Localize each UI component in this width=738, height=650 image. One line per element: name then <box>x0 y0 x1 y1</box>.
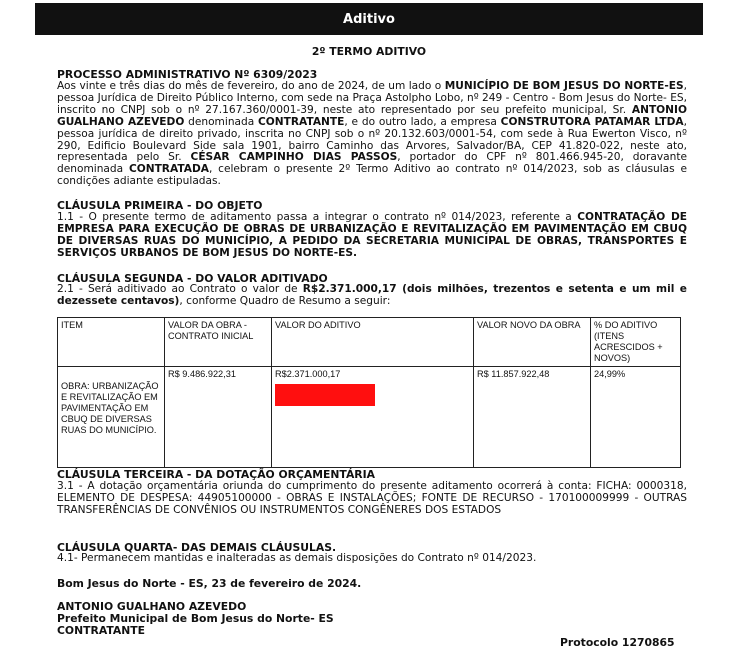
process-title: PROCESSO ADMINISTRATIVO Nº 6309/2023 <box>57 68 318 81</box>
table-row <box>58 367 681 468</box>
summary-table <box>57 317 681 468</box>
table-header-cell: VALOR NOVO DA OBRA <box>474 318 591 367</box>
header-title: Aditivo <box>343 11 395 27</box>
clause-1-intro: 1.1 - O presente termo de aditamento passa a integrar o contrato nº 014/2023, referente a <box>57 211 578 223</box>
document-subtitle: 2º TERMO ADITIVO <box>311 45 427 58</box>
table-header-cell: ITEM <box>58 318 165 367</box>
table-header-cell: VALOR DO ADITIVO <box>272 318 474 367</box>
clause-2-text <box>57 284 687 308</box>
clause-2-tail: , conforme Quadro de Resumo a seguir: <box>179 294 391 307</box>
clause-4-text: 4.1- Permanecem mantidas e inalteradas as demais disposições do Contrato nº 014/2023. <box>57 552 537 564</box>
table-cell-percent: 24,99% <box>591 367 681 468</box>
page-header <box>35 3 703 35</box>
signer-name: ANTONIO GUALHANO AZEVEDO <box>57 600 247 613</box>
municipio-name: MUNICÍPIO DE BOM JESUS DO NORTE-ES <box>444 80 684 92</box>
table-cell-additive <box>272 367 474 468</box>
table-cell-item: OBRA: URBANIZAÇÃO E REVITALIZAÇÃO EM PAVIMENTAÇÃO EM CBUQ DE DIVERSAS RUAS DO MUNICÍPIO. <box>58 367 165 468</box>
document-date: Bom Jesus do Norte - ES, 23 de fevereiro de 2024. <box>57 577 362 590</box>
clause-2-title: CLÁUSULA SEGUNDA - DO VALOR ADITIVADO <box>57 272 328 285</box>
intro-paragraph <box>57 81 687 188</box>
intro-text: , pessoa jurídica de direito privado, inscrita no CNPJ sob o nº 20.132.603/0001-54, com sede à Rua Ewerton Visco, nº 290, Edificio Boulevard Side sala 1901, bairro Caminho das Arvores, Salvador/BA, CEP 41.820-022, neste ato, representada pelo Sr. <box>57 115 687 164</box>
clause-4-title: CLÁUSULA QUARTA- DAS DEMAIS CLÁUSULAS. <box>57 541 337 554</box>
table-cell-initial-value: R$ 9.486.922,31 <box>165 367 272 468</box>
empresa-name: CONSTRUTORA PATAMAR LTDA <box>500 115 684 128</box>
contratante-label: CONTRATANTE <box>258 115 345 128</box>
table-header-row <box>58 318 681 367</box>
clause-3-text: 3.1 - A dotação orçamentária oriunda do cumprimento do presente aditamento ocorrerá à conta: FICHA: 0000318, ELEMENTO DE DESPESA: 44905100000 - OBRAS E INSTALAÇÕES; FONTE DE RECURSO - 170100009999 - OUTRAS TRANSFERÊNCIAS DE CONVÊNIOS OU INSTRUMENTOS CONGÊNERES DOS ESTADOS <box>57 480 687 516</box>
table-header-cell: % DO ADITIVO (ITENS ACRESCIDOS + NOVOS) <box>591 318 681 367</box>
clause-1-text <box>57 212 687 260</box>
intro-text: denominada <box>184 115 259 128</box>
clause-2-value: R$2.371.000,17 (dois milhões, trezentos e setenta e um mil e dezessete centavos) <box>57 283 687 307</box>
representante-name: CÉSAR CAMPINHO DIAS PASSOS <box>190 151 398 164</box>
table-header-cell: VALOR DA OBRA - CONTRATO INICIAL <box>165 318 272 367</box>
signer-party: CONTRATANTE <box>57 624 145 638</box>
intro-text: , celebram o presente 2º Termo Aditivo ao contrato nº 014/2023, sob as cláusulas e condições adiante estipuladas. <box>57 163 687 188</box>
prefeito-name: ANTONIO GUALHANO AZEVEDO <box>57 103 687 128</box>
intro-text: Aos vinte e três dias do mês de fevereiro, do ano de 2024, de um lado o <box>57 80 445 92</box>
clause-3-title: CLÁUSULA TERCEIRA - DA DOTAÇÃO ORÇAMENTÁRIA <box>57 468 375 481</box>
redaction-mark <box>275 384 375 406</box>
table-cell-new-value: R$ 11.857.922,48 <box>474 367 591 468</box>
contratada-label: CONTRATADA <box>128 163 209 176</box>
clause-2-intro: 2.1 - Será aditivado ao Contrato o valor de <box>57 283 303 295</box>
signer-role: Prefeito Municipal de Bom Jesus do Norte- ES <box>57 612 334 626</box>
intro-text: , e do outro lado, a empresa <box>344 115 501 128</box>
intro-text: , portador do CPF nº 801.466.945-20, doravante denominada <box>57 151 687 176</box>
intro-text: , pessoa Jurídica de Direito Público Interno, com sede na Praça Astolpho Lobo, nº 249 - Centro - Bom Jesus do Norte- ES, inscrito no CNPJ sob o nº 27.167.360/0001-39, neste ato representado por seu prefeito municipal, Sr. <box>57 80 688 116</box>
clause-1-title: CLÁUSULA PRIMEIRA - DO OBJETO <box>57 199 263 212</box>
additive-value: R$2.371.000,17 <box>275 369 341 379</box>
clause-1-object: CONTRATAÇÃO DE EMPRESA PARA EXECUÇÃO DE OBRAS DE URBANIZAÇÃO E REVITALIZAÇÃO EM PAVIMENTAÇÃO EM CBUQ DE DIVERSAS RUAS DO MUNICÍPIO, A PEDIDO DA SECRETARIA MUNICIPAL DE OBRAS, TRANSPORTES E SERVIÇOS URBANOS DE BOM JESUS DO NORTE-ES. <box>57 211 687 259</box>
protocol-number: Protocolo 1270865 <box>560 636 675 649</box>
signature-block <box>57 601 334 638</box>
